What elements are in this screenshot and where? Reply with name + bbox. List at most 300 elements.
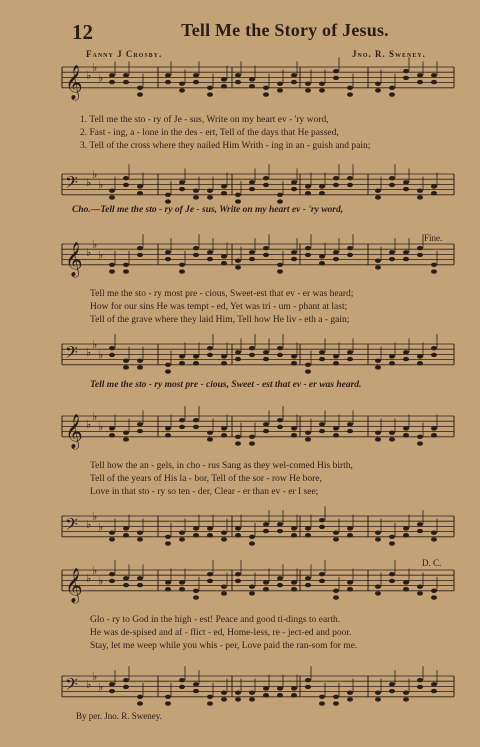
chorus-line: Tell me the sto - ry most pre - cious, Sweet - est that ev - er was heard. xyxy=(90,380,362,390)
note-head xyxy=(109,73,115,77)
note-head xyxy=(109,195,115,199)
note-head xyxy=(193,354,199,358)
note-head xyxy=(291,580,297,584)
note-head xyxy=(235,533,241,537)
note-head xyxy=(319,525,325,529)
note-head xyxy=(123,183,129,187)
note-head xyxy=(431,682,437,686)
note-head xyxy=(179,361,185,365)
note-head xyxy=(221,537,227,541)
note-head xyxy=(417,435,423,439)
note-head xyxy=(305,437,311,441)
note-head xyxy=(389,437,395,441)
note-head xyxy=(319,88,325,92)
note-head xyxy=(249,690,255,694)
note-head xyxy=(193,589,199,593)
svg-text:♭: ♭ xyxy=(98,178,104,192)
note-head xyxy=(249,77,255,81)
note-head xyxy=(207,430,213,434)
note-head xyxy=(263,176,269,180)
note-head xyxy=(305,369,311,373)
note-head xyxy=(305,678,311,682)
note-head xyxy=(431,433,437,437)
note-head xyxy=(137,184,143,188)
note-head xyxy=(137,191,143,195)
note-head xyxy=(221,191,227,195)
note-head xyxy=(179,354,185,358)
note-head xyxy=(277,193,283,197)
note-head xyxy=(375,88,381,92)
note-head xyxy=(403,587,409,591)
note-head xyxy=(137,537,143,541)
note-head xyxy=(277,522,283,526)
note-head xyxy=(165,433,171,437)
svg-text:♭: ♭ xyxy=(98,248,104,262)
note-head xyxy=(165,363,171,367)
bass-staff-4 xyxy=(62,672,454,702)
note-head xyxy=(123,678,129,682)
note-head xyxy=(333,530,339,534)
note-head xyxy=(333,433,339,437)
note-head xyxy=(375,537,381,541)
note-head xyxy=(319,429,325,433)
note-head xyxy=(207,257,213,261)
note-head xyxy=(109,682,115,686)
note-head xyxy=(305,191,311,195)
note-head xyxy=(319,695,325,699)
note-head xyxy=(417,253,423,257)
note-head xyxy=(375,265,381,269)
note-head xyxy=(109,572,115,576)
bass-clef-icon: 𝄢 xyxy=(65,513,78,538)
note-head xyxy=(347,429,353,433)
note-head xyxy=(235,258,241,262)
note-head xyxy=(403,69,409,73)
lyric-line: 3. Tell of the cross where they nailed Him Writh - ing in an - guish and pain; xyxy=(80,141,371,151)
note-head xyxy=(375,437,381,441)
note-head xyxy=(109,263,115,267)
note-head xyxy=(305,363,311,367)
note-head xyxy=(235,572,241,576)
note-head xyxy=(291,187,297,191)
bass-staff-2 xyxy=(62,340,454,370)
treble-clef-icon: 𝄞 xyxy=(65,241,83,277)
note-head xyxy=(431,426,437,430)
note-head xyxy=(277,269,283,273)
note-head xyxy=(193,195,199,199)
note-head xyxy=(403,257,409,261)
lyric-line: Stay, let me weep while you whis - per, Love paid the ran-som for me. xyxy=(90,641,358,651)
note-head xyxy=(165,73,171,77)
note-head xyxy=(123,80,129,84)
note-head xyxy=(431,595,437,599)
lyric-line: How for our sins He was tempt - ed, Yet was tri - um - phant at last; xyxy=(90,302,348,312)
author-credit: Fanny J Crosby. xyxy=(86,49,163,59)
note-head xyxy=(235,265,241,269)
note-head xyxy=(403,350,409,354)
note-head xyxy=(333,354,339,358)
note-head xyxy=(165,199,171,203)
note-head xyxy=(417,188,423,192)
note-head xyxy=(305,246,311,250)
note-head xyxy=(207,526,213,530)
note-head xyxy=(249,353,255,357)
key-signature-icon xyxy=(86,564,103,587)
note-head xyxy=(431,537,437,541)
note-head xyxy=(109,537,115,541)
note-head xyxy=(137,358,143,362)
note-head xyxy=(417,361,423,365)
note-head xyxy=(417,529,423,533)
note-head xyxy=(123,358,129,362)
note-head xyxy=(277,418,283,422)
note-head xyxy=(263,350,269,354)
note-head xyxy=(249,541,255,545)
note-head xyxy=(333,257,339,261)
note-head xyxy=(431,269,437,273)
note-head xyxy=(389,176,395,180)
note-head xyxy=(403,697,409,701)
note-head xyxy=(291,80,297,84)
svg-text:♭: ♭ xyxy=(86,68,92,82)
note-head xyxy=(333,361,339,365)
note-head xyxy=(263,183,269,187)
note-head xyxy=(221,433,227,437)
note-head xyxy=(417,195,423,199)
note-head xyxy=(375,365,381,369)
note-head xyxy=(347,526,353,530)
note-head xyxy=(137,253,143,257)
note-head xyxy=(291,686,297,690)
note-head xyxy=(235,697,241,701)
note-head xyxy=(347,533,353,537)
lyric-line: Glo - ry to God in the high - est! Peace and good ti-dings to earth. xyxy=(90,615,341,625)
note-head xyxy=(417,522,423,526)
bass-staff-3 xyxy=(62,512,454,542)
note-head xyxy=(123,685,129,689)
note-head xyxy=(375,358,381,362)
note-head xyxy=(249,250,255,254)
note-head xyxy=(333,537,339,541)
note-head xyxy=(319,422,325,426)
svg-text:♭: ♭ xyxy=(92,670,98,683)
note-head xyxy=(277,88,283,92)
note-head xyxy=(375,258,381,262)
note-head xyxy=(291,587,297,591)
note-head xyxy=(333,695,339,699)
note-head xyxy=(137,365,143,369)
lyric-line: Tell of the grave where they laid Him, Tell how He liv - eth a - gain; xyxy=(90,315,350,325)
note-head xyxy=(179,530,185,534)
note-head xyxy=(109,689,115,693)
svg-text:♭: ♭ xyxy=(92,238,98,251)
note-head xyxy=(277,576,283,580)
note-head xyxy=(137,86,143,90)
note-head xyxy=(109,353,115,357)
svg-text:♭: ♭ xyxy=(86,245,92,259)
note-head xyxy=(137,695,143,699)
note-head xyxy=(263,86,269,90)
note-head xyxy=(277,425,283,429)
note-head xyxy=(375,584,381,588)
note-head xyxy=(165,426,171,430)
note-head xyxy=(277,529,283,533)
note-head xyxy=(291,73,297,77)
note-head xyxy=(221,354,227,358)
note-head xyxy=(319,254,325,258)
note-head xyxy=(375,430,381,434)
note-head xyxy=(179,587,185,591)
dc-mark: D. C. xyxy=(422,558,442,568)
note-head xyxy=(179,580,185,584)
note-head xyxy=(347,183,353,187)
svg-text:♭: ♭ xyxy=(98,680,104,694)
lyric-line: Tell me the sto - ry most pre - cious, Sweet-est that ev - er was heard; xyxy=(90,289,354,299)
note-head xyxy=(263,693,269,697)
note-head xyxy=(417,591,423,595)
note-head xyxy=(319,357,325,361)
note-head xyxy=(389,572,395,576)
note-head xyxy=(207,346,213,350)
note-head xyxy=(207,533,213,537)
note-head xyxy=(165,257,171,261)
note-head xyxy=(403,690,409,694)
note-head xyxy=(431,191,437,195)
note-head xyxy=(193,188,199,192)
note-head xyxy=(207,572,213,576)
note-head xyxy=(305,533,311,537)
note-head xyxy=(123,437,129,441)
note-head xyxy=(347,357,353,361)
note-head xyxy=(235,441,241,445)
note-head xyxy=(193,246,199,250)
note-head xyxy=(333,69,339,73)
note-head xyxy=(403,76,409,80)
note-head xyxy=(193,526,199,530)
note-head xyxy=(305,526,311,530)
svg-text:♭: ♭ xyxy=(98,348,104,362)
note-head xyxy=(319,518,325,522)
svg-text:♭: ♭ xyxy=(86,571,92,585)
note-head xyxy=(305,685,311,689)
note-head xyxy=(291,693,297,697)
note-head xyxy=(165,369,171,373)
note-head xyxy=(347,246,353,250)
note-head xyxy=(403,187,409,191)
note-head xyxy=(375,195,381,199)
note-head xyxy=(109,426,115,430)
footer-credit: By per. Jno. R. Sweney. xyxy=(76,711,162,721)
note-head xyxy=(305,81,311,85)
svg-text:♭: ♭ xyxy=(98,420,104,434)
note-head xyxy=(277,199,283,203)
note-head xyxy=(109,579,115,583)
note-head xyxy=(123,576,129,580)
lyric-line: Tell how the an - gels, in cho - rus Sang as they wel-comed His birth, xyxy=(90,461,353,471)
note-head xyxy=(137,92,143,96)
note-head xyxy=(123,176,129,180)
note-head xyxy=(193,418,199,422)
note-head xyxy=(389,535,395,539)
note-head xyxy=(221,426,227,430)
lyric-line: He was de-spised and af - flict - ed, Home-less, re - ject-ed and poor. xyxy=(90,628,352,638)
note-head xyxy=(347,86,353,90)
note-head xyxy=(137,701,143,705)
note-head xyxy=(179,180,185,184)
note-head xyxy=(193,595,199,599)
note-head xyxy=(277,353,283,357)
note-head xyxy=(193,533,199,537)
note-head xyxy=(417,685,423,689)
key-signature-icon xyxy=(86,338,103,361)
note-head xyxy=(375,530,381,534)
note-head xyxy=(165,580,171,584)
note-head xyxy=(249,584,255,588)
note-head xyxy=(207,195,213,199)
note-head xyxy=(417,73,423,77)
note-head xyxy=(221,261,227,265)
treble-staff-1 xyxy=(62,63,454,103)
note-head xyxy=(403,533,409,537)
note-head xyxy=(431,689,437,693)
note-head xyxy=(389,183,395,187)
note-head xyxy=(333,176,339,180)
lyric-line: Tell of the years of His la - bor, Tell of the sor - row He bore, xyxy=(90,474,322,484)
note-head xyxy=(277,346,283,350)
note-head xyxy=(165,535,171,539)
note-head xyxy=(333,589,339,593)
note-head xyxy=(375,697,381,701)
note-head xyxy=(389,86,395,90)
note-head xyxy=(389,250,395,254)
note-head xyxy=(375,188,381,192)
note-head xyxy=(305,583,311,587)
note-head xyxy=(137,576,143,580)
lyric-line: Love in that sto - ry so ten - der, Clear - er than ev - er I see; xyxy=(90,487,319,497)
note-head xyxy=(207,250,213,254)
svg-text:♭: ♭ xyxy=(92,510,98,523)
fine-mark: Fine. xyxy=(424,233,443,243)
note-head xyxy=(207,579,213,583)
note-head xyxy=(389,689,395,693)
treble-staff-3 xyxy=(62,412,454,452)
svg-text:♭: ♭ xyxy=(98,71,104,85)
note-head xyxy=(123,365,129,369)
note-head xyxy=(389,541,395,545)
note-head xyxy=(249,84,255,88)
note-head xyxy=(235,80,241,84)
note-head xyxy=(431,530,437,534)
note-head xyxy=(109,269,115,273)
bass-clef-icon: 𝄢 xyxy=(65,673,78,698)
note-head xyxy=(389,92,395,96)
note-head xyxy=(403,433,409,437)
note-head xyxy=(165,541,171,545)
note-head xyxy=(193,361,199,365)
note-head xyxy=(347,253,353,257)
note-head xyxy=(431,353,437,357)
note-head xyxy=(109,346,115,350)
treble-clef-icon: 𝄞 xyxy=(65,567,83,603)
note-head xyxy=(389,257,395,261)
treble-clef-icon: 𝄞 xyxy=(65,413,83,449)
note-head xyxy=(333,595,339,599)
note-head xyxy=(137,246,143,250)
note-head xyxy=(305,88,311,92)
bass-clef-icon: 𝄢 xyxy=(65,341,78,366)
note-head xyxy=(165,701,171,705)
note-head xyxy=(123,533,129,537)
note-head xyxy=(305,253,311,257)
note-head xyxy=(333,183,339,187)
note-head xyxy=(319,572,325,576)
key-signature-icon xyxy=(86,61,103,84)
note-head xyxy=(165,587,171,591)
note-head xyxy=(431,184,437,188)
note-head xyxy=(291,180,297,184)
treble-staff-4 xyxy=(62,566,454,606)
note-head xyxy=(291,257,297,261)
note-head xyxy=(263,580,269,584)
note-head xyxy=(263,246,269,250)
svg-text:♭: ♭ xyxy=(86,175,92,189)
note-head xyxy=(165,250,171,254)
note-head xyxy=(277,81,283,85)
note-head xyxy=(263,587,269,591)
note-head xyxy=(221,591,227,595)
note-head xyxy=(277,583,283,587)
note-head xyxy=(179,88,185,92)
note-head xyxy=(389,430,395,434)
note-head xyxy=(137,429,143,433)
note-head xyxy=(221,77,227,81)
note-head xyxy=(305,184,311,188)
note-head xyxy=(403,357,409,361)
note-head xyxy=(403,580,409,584)
note-head xyxy=(207,437,213,441)
note-head xyxy=(403,526,409,530)
note-head xyxy=(291,433,297,437)
note-head xyxy=(431,346,437,350)
note-head xyxy=(403,250,409,254)
note-head xyxy=(389,682,395,686)
note-head xyxy=(319,350,325,354)
note-head xyxy=(179,537,185,541)
note-head xyxy=(207,695,213,699)
note-head xyxy=(235,579,241,583)
note-head xyxy=(417,584,423,588)
note-head xyxy=(221,254,227,258)
note-head xyxy=(221,361,227,365)
note-head xyxy=(333,76,339,80)
note-head xyxy=(193,73,199,77)
note-head xyxy=(263,522,269,526)
note-head xyxy=(431,80,437,84)
key-signature-icon xyxy=(86,238,103,261)
note-head xyxy=(207,701,213,705)
svg-text:♭: ♭ xyxy=(86,517,92,531)
note-head xyxy=(291,526,297,530)
note-head xyxy=(263,429,269,433)
note-head xyxy=(123,430,129,434)
note-head xyxy=(109,433,115,437)
lyric-line: 2. Fast - ing, a - lone in the des - ert, Tell of the days that He passed, xyxy=(80,128,339,138)
note-head xyxy=(291,426,297,430)
note-head xyxy=(389,361,395,365)
note-head xyxy=(375,591,381,595)
note-head xyxy=(263,686,269,690)
svg-text:♭: ♭ xyxy=(98,520,104,534)
